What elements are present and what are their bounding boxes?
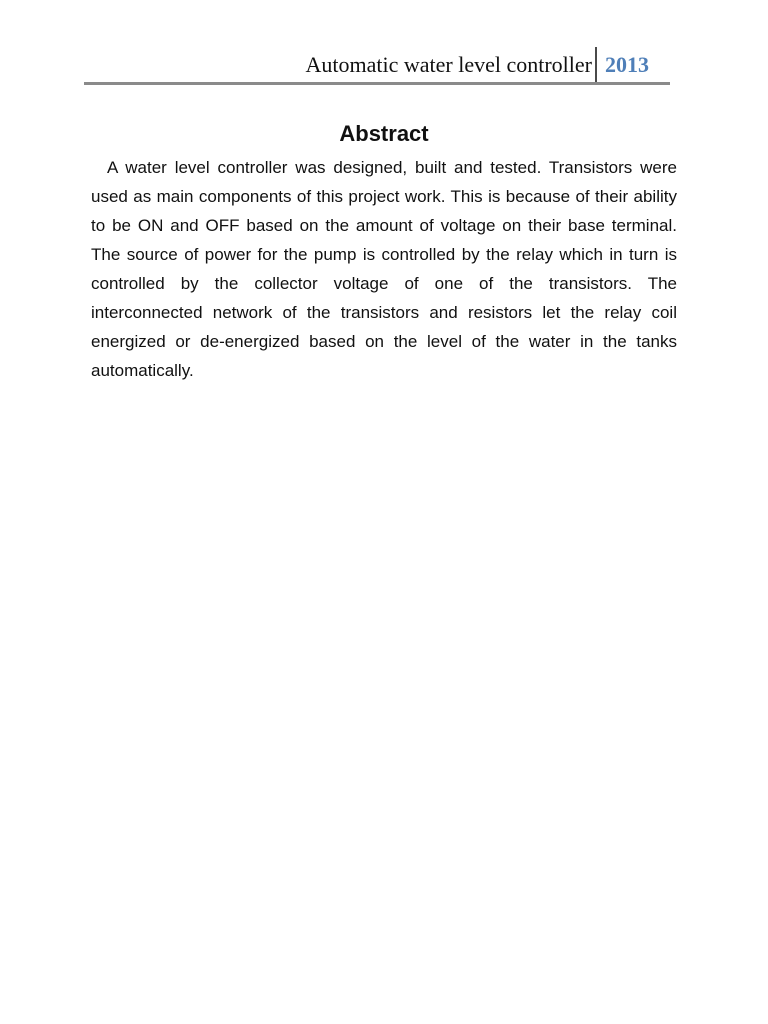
abstract-heading: Abstract bbox=[339, 120, 429, 146]
header-year: 2013 bbox=[605, 52, 649, 77]
abstract-paragraph: A water level controller was designed, built and tested. Transistors were used as main components of this project work. This is because of their ability to be ON and OFF based on the amount of voltage on their base terminal. The source of power for the pump is controlled by the relay which in turn is controlled by the collector voltage of one of the transistors. The interconnected network of the transistors and resistors let the relay coil energized or de-energized based on the level of the water in the tanks automatically. bbox=[91, 158, 677, 380]
header-title: Automatic water level controller bbox=[305, 52, 592, 77]
header-divider bbox=[595, 47, 597, 85]
header-rule bbox=[84, 82, 670, 85]
page-header bbox=[84, 44, 670, 84]
